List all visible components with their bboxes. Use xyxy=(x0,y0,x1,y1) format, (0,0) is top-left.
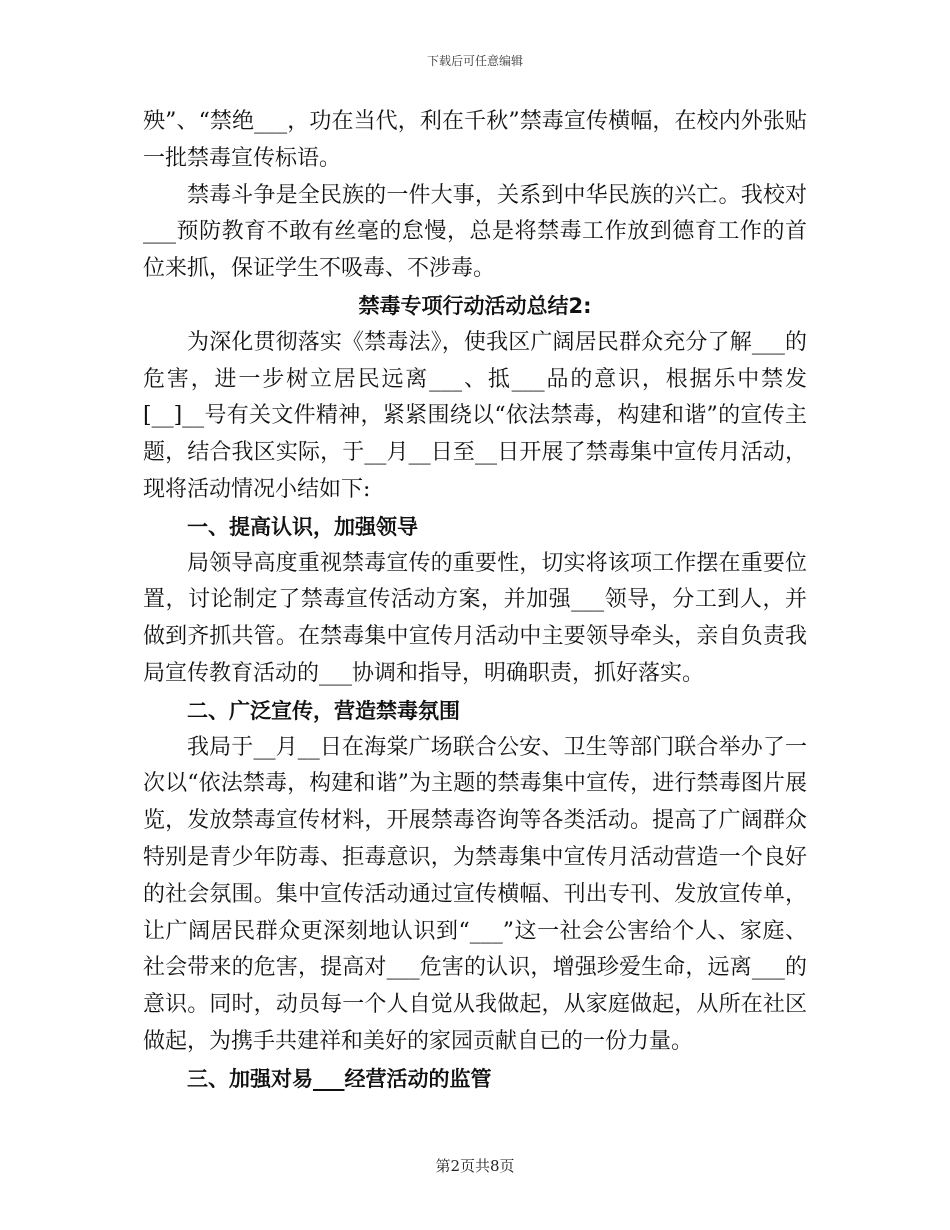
paragraph: 禁毒斗争是全民族的一件大事，关系到中华民族的兴亡。我校对___预防教育不敢有丝毫的怠慢，总是将禁毒工作放到德育工作的首位来抓，保证学生不吸毒、不涉毒。 xyxy=(143,182,807,282)
section-heading: 一、提高认识，加强领导 xyxy=(187,514,418,539)
document-body xyxy=(143,104,807,1098)
section-title: 禁毒专项行动活动总结2: xyxy=(358,293,592,318)
page-number: 第2页共8页 xyxy=(435,1157,515,1175)
paragraph: 局领导高度重视禁毒宣传的重要性，切实将该项工作摆在重要位置，讨论制定了禁毒宣传活动方案，并加强___领导，分工到人，并做到齐抓共管。在禁毒集中宣传月活动中主要领导牵头，亲自负责我局宣传教育活动的___协调和指导，明确职责，抓好落实。 xyxy=(143,550,807,686)
paragraph: 殃”、“禁绝___，功在当代，利在千秋”禁毒宣传横幅，在校内外张贴一批禁毒宣传标语。 xyxy=(143,109,807,171)
section-heading: 二、广泛宣传，营造禁毒氛围 xyxy=(187,698,460,723)
paragraph: 为深化贯彻落实《禁毒法》，使我区广阔居民群众充分了解___的危害，进一步树立居民远离___、抵___品的意识，根据乐中禁发[__]__号有关文件精神，紧紧围绕以“依法禁毒，构建和谐”的宣传主题，结合我区实际，于__月__日至__日开展了禁毒集中宣传月活动，现将活动情况小结如下: xyxy=(143,329,807,502)
section-heading: 三、加强对易___经营活动的监管 xyxy=(187,1066,492,1091)
paragraph: 我局于__月__日在海棠广场联合公安、卫生等部门联合举办了一次以“依法禁毒，构建和谐”为主题的禁毒集中宣传，进行禁毒图片展览，发放禁毒宣传材料，开展禁毒咨询等各类活动。提高了广阔群众特别是青少年防毒、拒毒意识，为禁毒集中宣传月活动营造一个良好的社会氛围。集中宣传活动通过宣传横幅、刊出专刊、发放宣传单，让广阔居民群众更深刻地认识到“___”这一社会公害给个人、家庭、社会带来的危害，提高对___危害的认识，增强珍爱生命，远离___的意识。同时，动员每一个人自觉从我做起，从家庭做起，从所在社区做起，为携手共建祥和美好的家园贡献自已的一份力量。 xyxy=(143,734,807,1054)
page-header: 下载后可任意编辑 xyxy=(426,54,523,68)
